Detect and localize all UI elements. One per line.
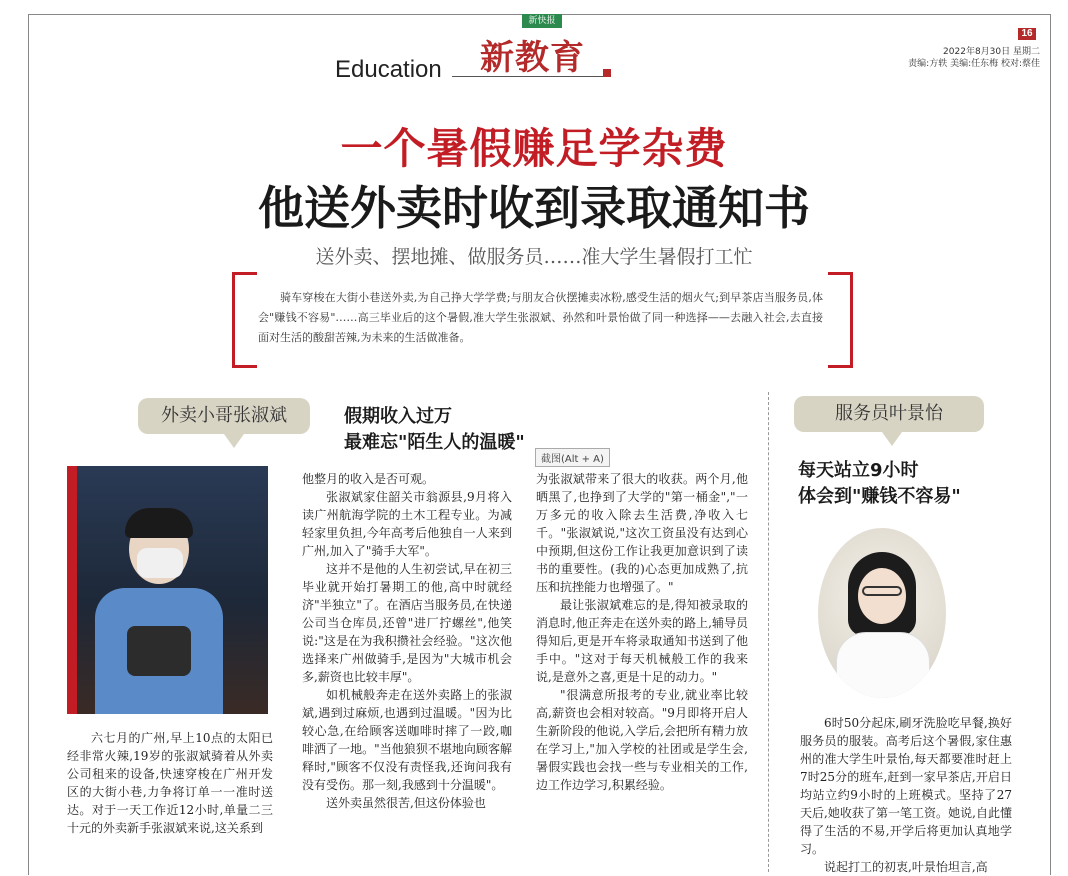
photo-shirt bbox=[836, 632, 930, 698]
photo-face-mask bbox=[137, 548, 183, 578]
paragraph: 六七月的广州,早上10点的太阳已经非常火辣,19岁的张淑斌骑着从外卖公司租来的设备,快速穿梭在广州开发区的大街小巷,力争将订单一一准时送达。对于一天工作近12小时,单量二三十元的外卖新手张淑斌来说,这关系到 bbox=[67, 731, 273, 835]
paragraph: 如机械般奔走在送外卖路上的张淑斌,遇到过麻烦,也遇到过温暖。"因为比较心急,在给顾客送咖啡时摔了一跤,咖啡洒了一地。"当他狼狈不堪地向顾客解释时,"顾客不仅没有责怪我,还询问我有没有受伤。那一刻,我感到十分温暖"。 bbox=[302, 688, 512, 792]
photo-hair bbox=[125, 508, 193, 538]
column-divider bbox=[768, 392, 769, 872]
delivery-rider-photo bbox=[67, 466, 268, 714]
right-story-title bbox=[798, 458, 961, 510]
right-story-title-line-1: 每天站立9小时 bbox=[798, 460, 919, 481]
editors-credit: 责编:方轶 美编:任东梅 校对:蔡佳 bbox=[908, 59, 1040, 69]
headline-line-2: 他送外卖时收到录取通知书 bbox=[258, 181, 810, 235]
right-story-label: 服务员叶景怡 bbox=[794, 396, 984, 432]
article-column-4 bbox=[800, 714, 1012, 876]
left-story-label: 外卖小哥张淑斌 bbox=[138, 398, 310, 434]
subheadline: 送外卖、摆地摊、做服务员……准大学生暑假打工忙 bbox=[315, 246, 753, 268]
photo-accent-bar bbox=[67, 466, 77, 714]
left-story-title bbox=[344, 404, 525, 456]
paragraph: 这并不是他的人生初尝试,早在初三毕业就开始打暑期工的他,高中时就经济"半独立"了。在酒店当服务员,在快递公司当仓库员,还曾"进厂拧螺丝",他笑说:"这是在为我积攒社会经验。"这次他选择来广州做骑手,是因为"大城市机会多,薪资也比较丰厚"。 bbox=[302, 562, 512, 684]
article-column-3 bbox=[536, 470, 748, 794]
paragraph: 张淑斌家住韶关市翁源县,9月将入读广州航海学院的土木工程专业。为减轻家里负担,今年高考后他独自一人来到广州,加入了"骑手大军"。 bbox=[302, 490, 512, 558]
photo-glasses bbox=[862, 586, 902, 596]
paragraph: "很满意所报考的专业,就业率比较高,薪资也会相对较高。"9月即将开启人生新阶段的他说,入学后,会把所有精力放在学习上,"加入学校的社团或是学生会,暑假实践也会找一些与专业相关的工作,边工作边学习,积累经验。 bbox=[536, 688, 748, 792]
paragraph: 最让张淑斌难忘的是,得知被录取的消息时,他正奔走在送外卖的路上,辅导员得知后,更是开车将录取通知书送到了他手中。"这对于每天机械般工作的我来说,是意外之喜,更是十足的动力。" bbox=[536, 598, 748, 684]
issue-date: 2022年8月30日 星期二 bbox=[943, 47, 1040, 57]
intro-bracket-left bbox=[232, 272, 257, 368]
paragraph: 6时50分起床,刷牙洗脸吃早餐,换好服务员的服装。高考后这个暑假,家住惠州的准大学生叶景怡,每天都要准时赶上7时25分的班车,赶到一家早茶店,开启日均站立约9小时的上班模式。坚持了27天后,她收获了第一笔工资。她说,自此懂得了生活的不易,开学后将更加认真地学习。 bbox=[800, 716, 1012, 856]
right-story-title-line-2: 体会到"赚钱不容易" bbox=[798, 486, 961, 507]
headline-line-1: 一个暑假赚足学杂费 bbox=[340, 124, 728, 173]
intro-bracket-right bbox=[828, 272, 853, 368]
newspaper-logo: 新快报 bbox=[522, 14, 562, 28]
section-title-cn: 新教育 bbox=[480, 38, 585, 78]
left-story-title-line-1: 假期收入过万 bbox=[344, 406, 452, 427]
paragraph: 他整月的收入是否可观。 bbox=[302, 472, 435, 486]
paragraph: 送外卖虽然很苦,但这份体验也 bbox=[326, 796, 486, 810]
waitress-photo bbox=[818, 528, 946, 698]
section-title-en: Education bbox=[335, 56, 442, 83]
photo-shirt-print bbox=[127, 626, 191, 676]
screenshot-tooltip: 截图(Alt + A) bbox=[535, 448, 610, 467]
left-story-title-line-2: 最难忘"陌生人的温暖" bbox=[344, 432, 525, 453]
page-number: 16 bbox=[1018, 28, 1036, 40]
photo-face bbox=[858, 568, 906, 624]
paragraph: 为张淑斌带来了很大的收获。两个月,他晒黑了,也挣到了大学的"第一桶金","一万多元的收入除去生活费,净收入七千。"张淑斌说,"这次工资虽没有达到心中预期,但这份工作让我更加意识到了读书的重要性。(我的)心态更加成熟了,抗压和抗挫能力也增强了。" bbox=[536, 472, 748, 594]
paragraph: 说起打工的初衷,叶景怡坦言,高 bbox=[824, 860, 988, 874]
article-column-1 bbox=[67, 729, 273, 837]
section-square-mark bbox=[603, 69, 611, 77]
intro-paragraph: 骑车穿梭在大街小巷送外卖,为自己挣大学学费;与朋友合伙摆摊卖冰粉,感受生活的烟火气;到早茶店当服务员,体会"赚钱不容易"……高三毕业后的这个暑假,准大学生张淑斌、孙然和叶景怡做了同一种选择——去融入社会,去直接面对生活的酸甜苦辣,为未来的生活做准备。 bbox=[258, 291, 823, 344]
article-column-2 bbox=[302, 470, 512, 812]
